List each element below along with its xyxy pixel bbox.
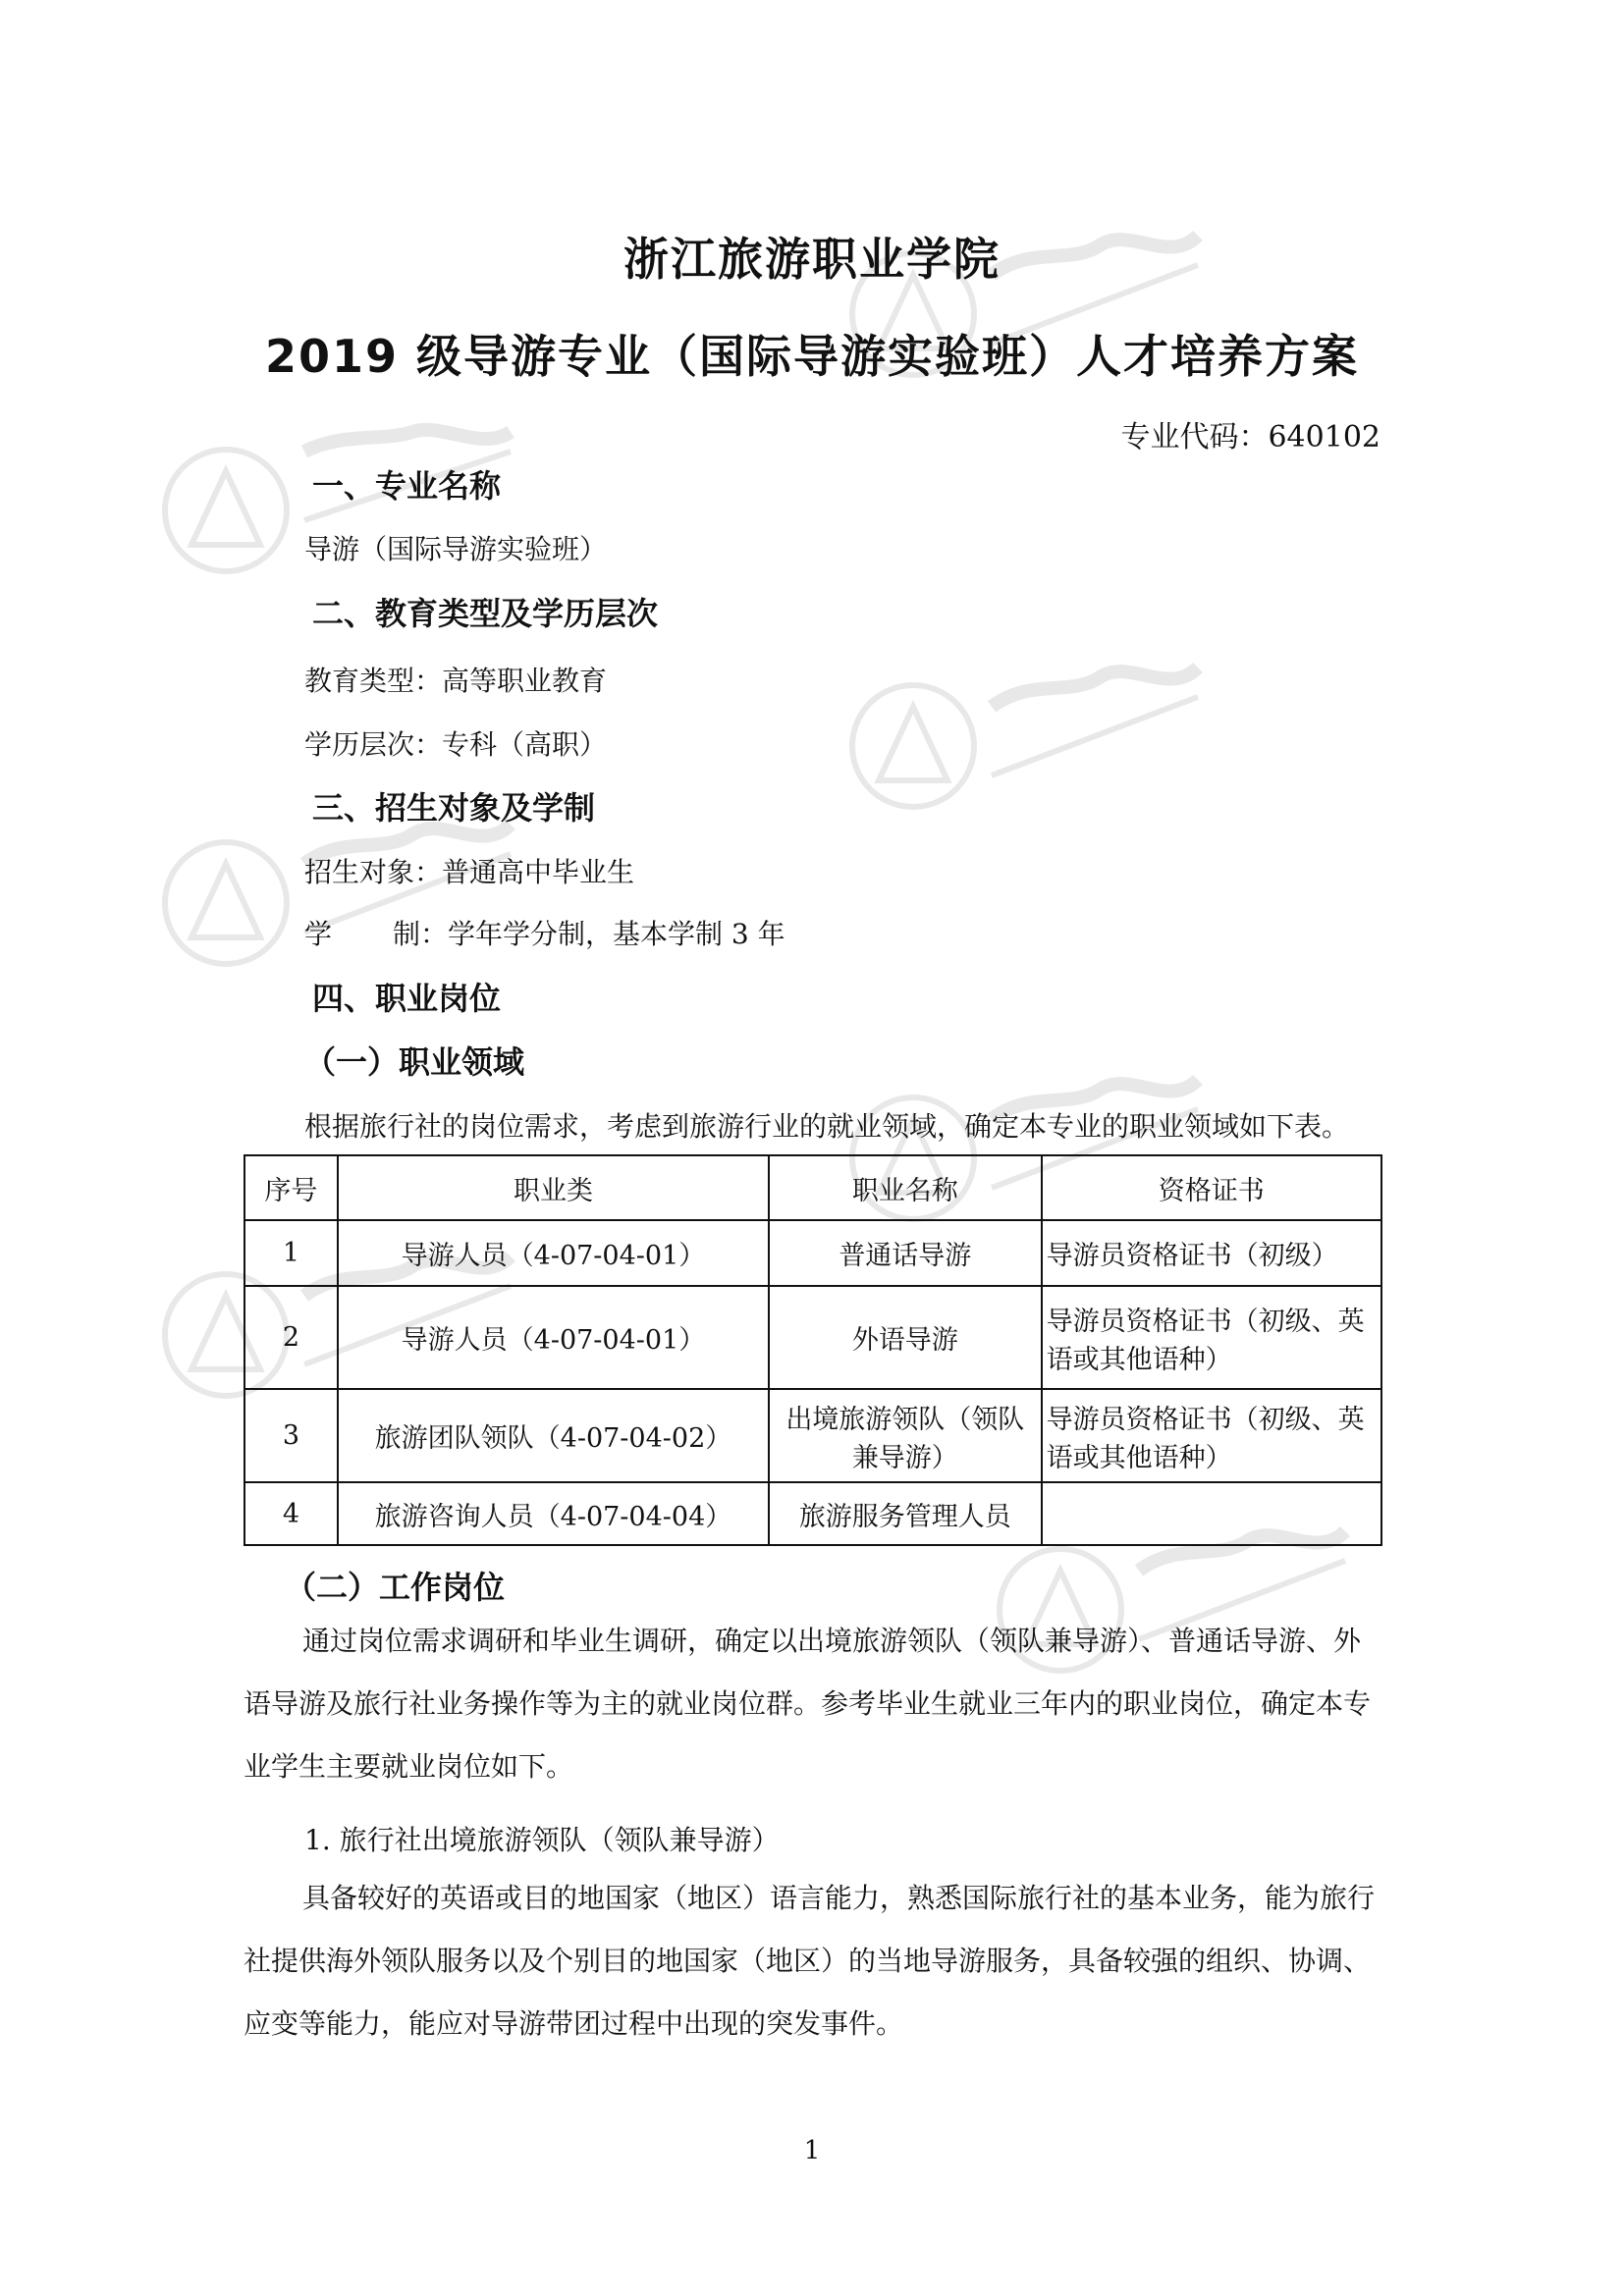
section-3-heading: 三、招生对象及学制	[312, 789, 596, 827]
table-row	[244, 1482, 1381, 1545]
subsection-1-heading: （一）职业领域	[304, 1043, 525, 1081]
cell-occupation-name: 出境旅游领队（领队兼导游）	[769, 1389, 1042, 1482]
table-header-row	[244, 1155, 1381, 1220]
section-2-heading: 二、教育类型及学历层次	[312, 595, 659, 632]
item-1-paragraph	[244, 1867, 1382, 2056]
watermark-seal-icon	[844, 648, 1218, 844]
cell-certificate	[1042, 1482, 1381, 1545]
table-row	[244, 1286, 1381, 1389]
cell-occupation-category: 旅游团队领队（4-07-04-02）	[338, 1389, 769, 1482]
cell-occupation-category: 旅游咨询人员（4-07-04-04）	[338, 1482, 769, 1545]
education-type: 教育类型：高等职业教育	[304, 665, 608, 697]
section-1-heading: 一、专业名称	[312, 467, 502, 505]
item-1-text: 具备较好的英语或目的地国家（地区）语言能力，熟悉国际旅行社的基本业务，能为旅行社提供海外领队服务以及个别目的地国家（地区）的当地导游服务，具备较强的组织、协调、应变等能力，能应对导游带团过程中出现的突发事件。	[244, 1882, 1376, 2040]
table-row	[244, 1389, 1381, 1482]
cell-index: 3	[244, 1389, 338, 1482]
header-occupation-category: 职业类	[338, 1155, 769, 1220]
school-system-text: 制：学年学分制，基本学制 3 年	[393, 918, 785, 950]
career-field-table	[244, 1154, 1382, 1546]
document-title-line1: 浙江旅游职业学院	[623, 233, 1001, 286]
watermark-seal-icon	[157, 412, 530, 609]
document-title-line2: 2019 级导游专业（国际导游实验班）人才培养方案	[264, 330, 1360, 383]
cell-occupation-category: 导游人员（4-07-04-01）	[338, 1286, 769, 1389]
header-occupation-name: 职业名称	[769, 1155, 1042, 1220]
cell-occupation-name: 外语导游	[769, 1286, 1042, 1389]
cell-occupation-name: 普通话导游	[769, 1220, 1042, 1286]
cell-index: 1	[244, 1220, 338, 1286]
cell-certificate: 导游员资格证书（初级、英语或其他语种）	[1042, 1286, 1381, 1389]
school-system-label: 学	[304, 918, 333, 950]
header-index: 序号	[244, 1155, 338, 1220]
section-4-heading: 四、职业岗位	[312, 980, 502, 1017]
watermark-seal-icon	[157, 805, 530, 1001]
page-number: 1	[803, 2136, 821, 2165]
enrollment-target: 招生对象：普通高中毕业生	[304, 856, 635, 888]
cell-certificate: 导游员资格证书（初级、英语或其他语种）	[1042, 1389, 1381, 1482]
subsection-2-heading: （二）工作岗位	[285, 1569, 506, 1606]
cell-index: 2	[244, 1286, 338, 1389]
cell-index: 4	[244, 1482, 338, 1545]
cell-occupation-category: 导游人员（4-07-04-01）	[338, 1220, 769, 1286]
header-certificate: 资格证书	[1042, 1155, 1381, 1220]
section-1-text: 导游（国际导游实验班）	[304, 533, 608, 565]
major-code: 专业代码：640102	[1120, 420, 1380, 454]
subsection-1-intro: 根据旅行社的岗位需求，考虑到旅游行业的就业领域，确定本专业的职业领域如下表。	[304, 1110, 1350, 1143]
item-1-title: 1. 旅行社出境旅游领队（领队兼导游）	[304, 1824, 780, 1856]
subsection-2-text: 通过岗位需求调研和毕业生调研，确定以出境旅游领队（领队兼导游）、普通话导游、外语导游及旅行社业务操作等为主的就业岗位群。参考毕业生就业三年内的职业岗位，确定本专业学生主要就业岗位如下。	[244, 1625, 1372, 1783]
table-row	[244, 1220, 1381, 1286]
subsection-2-paragraph	[244, 1610, 1382, 1798]
education-level: 学历层次：专科（高职）	[304, 728, 608, 761]
cell-occupation-name: 旅游服务管理人员	[769, 1482, 1042, 1545]
cell-certificate: 导游员资格证书（初级）	[1042, 1220, 1381, 1286]
